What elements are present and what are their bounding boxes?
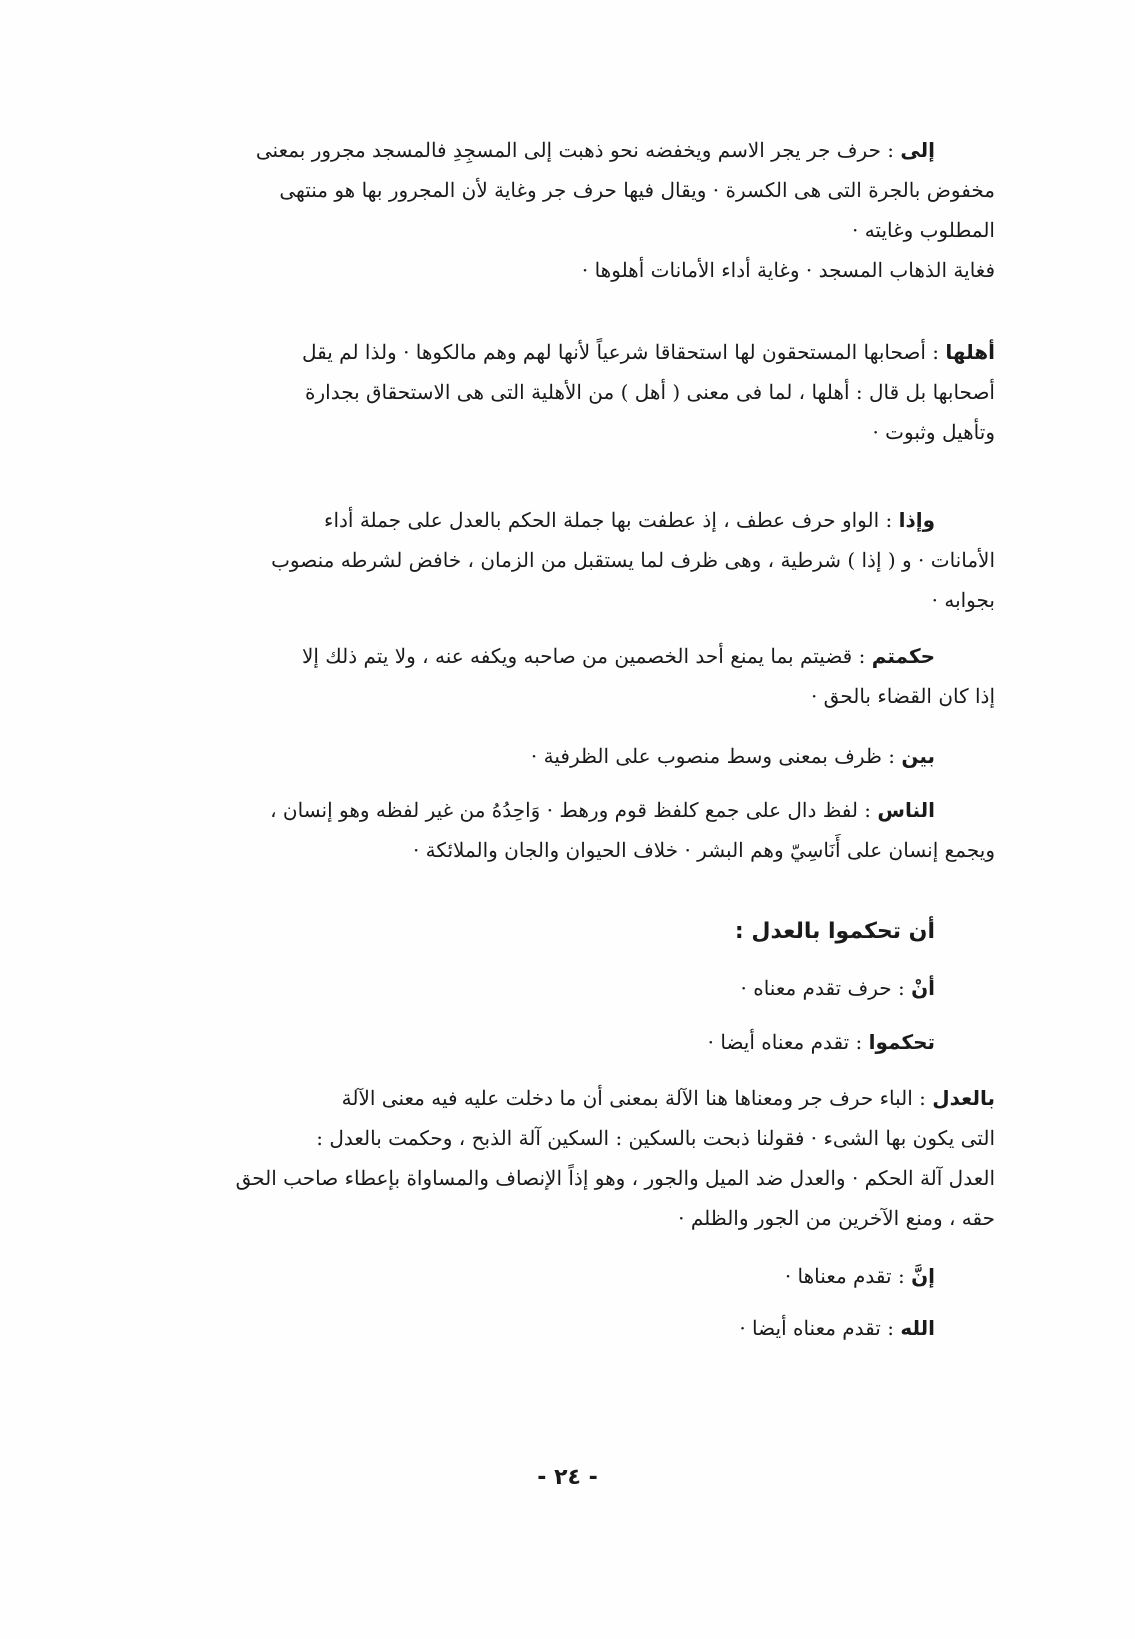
term-separator: : bbox=[925, 340, 946, 364]
entry-text: الباء حرف جر ومعناها هنا الآلة بمعنى أن ما دخلت عليه فيه معنى الآلة bbox=[341, 1086, 913, 1110]
entry-text: ظرف بمعنى وسط منصوب على الظرفية · bbox=[530, 744, 882, 768]
term-separator: : bbox=[857, 798, 878, 822]
entry-line bbox=[135, 500, 995, 540]
entry-line bbox=[135, 736, 995, 776]
entry-term: تحكموا bbox=[868, 1030, 935, 1054]
entry-bayna bbox=[135, 736, 995, 776]
entry-bil-adl bbox=[135, 1078, 995, 1238]
term-separator: : bbox=[891, 976, 912, 1000]
term-separator: : bbox=[891, 1264, 912, 1288]
entry-text: أصحابها بل قال : أهلها ، لما فى معنى ( أهل ) من الأهلية التى هى الاستحقاق بجدارة bbox=[305, 380, 995, 404]
entry-text: حرف تقدم معناه · bbox=[740, 976, 892, 1000]
entry-line bbox=[135, 968, 995, 1008]
entry-line bbox=[135, 1308, 995, 1348]
entry-line bbox=[135, 790, 995, 830]
entry-inna bbox=[135, 1256, 995, 1296]
entry-allah bbox=[135, 1308, 995, 1348]
entry-text: المطلوب وغايته · bbox=[851, 218, 995, 242]
entry-term: الناس bbox=[877, 798, 935, 822]
entry-an bbox=[135, 968, 995, 1008]
term-separator: : bbox=[849, 1030, 869, 1054]
entry-wa-idha bbox=[135, 500, 995, 620]
term-separator: : bbox=[880, 1316, 901, 1340]
entry-text: تقدم معناه أيضا · bbox=[739, 1316, 881, 1340]
entry-term: أنْ bbox=[911, 976, 935, 1000]
entry-term: حكمتم bbox=[871, 644, 935, 668]
entry-text: مخفوض بالجرة التى هى الكسرة · ويقال فيها حرف جر وغاية لأن المجرور بها هو منتهى bbox=[279, 178, 995, 202]
entry-text: بجوابه · bbox=[931, 588, 995, 612]
entry-line bbox=[135, 1256, 995, 1296]
entry-term: إلى bbox=[900, 138, 935, 162]
entry-text: حقه ، ومنع الآخرين من الجور والظلم · bbox=[678, 1206, 995, 1230]
entry-line bbox=[135, 1078, 995, 1118]
entry-annas bbox=[135, 790, 995, 870]
entry-term: وإذا bbox=[898, 508, 935, 532]
entry-line bbox=[135, 130, 995, 170]
entry-text: قضيتم بما يمنع أحد الخصمين من صاحبه ويكفه عنه ، ولا يتم ذلك إلا bbox=[301, 644, 853, 668]
entry-text: وتأهيل وثبوت · bbox=[872, 420, 995, 444]
entry-text: إذا كان القضاء بالحق · bbox=[810, 684, 995, 708]
entry-ila bbox=[135, 130, 995, 290]
entry-text: التى يكون بها الشىء · فقولنا ذبحت بالسكين : السكين آلة الذبح ، وحكمت بالعدل : bbox=[316, 1126, 995, 1150]
heading-text: أن تحكموا بالعدل : bbox=[734, 919, 935, 944]
entry-text: العدل آلة الحكم · والعدل ضد الميل والجور ، وهو إذاً الإنصاف والمساواة بإعطاء صاحب الحق bbox=[235, 1166, 995, 1190]
entry-text: الواو حرف عطف ، إذ عطفت بها جملة الحكم بالعدل على جملة أداء bbox=[324, 508, 880, 532]
page-number: - ٢٤ - bbox=[537, 1465, 598, 1490]
entry-text: تقدم معناه أيضا · bbox=[707, 1030, 850, 1054]
entry-text: الأمانات · و ( إذا ) شرطية ، وهى ظرف لما يستقبل من الزمان ، خافض لشرطه منصوب bbox=[271, 548, 995, 572]
entry-term: بين bbox=[901, 744, 935, 768]
entry-term: بالعدل bbox=[932, 1086, 995, 1110]
entry-text: ويجمع إنسان على أَنَاسِيّ وهم البشر · خلاف الحيوان والجان والملائكة · bbox=[412, 838, 995, 862]
entry-term: إنَّ bbox=[911, 1264, 935, 1288]
entry-text: فغاية الذهاب المسجد · وغاية أداء الأمانات أهلوها · bbox=[581, 258, 995, 282]
term-separator: : bbox=[881, 744, 902, 768]
entry-term: الله bbox=[900, 1316, 935, 1340]
entry-line bbox=[135, 332, 995, 372]
term-separator: : bbox=[880, 138, 901, 162]
entry-text: تقدم معناها · bbox=[784, 1264, 892, 1288]
term-separator: : bbox=[912, 1086, 933, 1110]
entry-ahliha bbox=[135, 332, 995, 452]
entry-text: أصحابها المستحقون لها استحقاقا شرعياً لأنها لهم وهم مالكوها · ولذا لم يقل bbox=[301, 340, 926, 364]
entry-text: حرف جر يجر الاسم ويخفضه نحو ذهبت إلى المسجِدِ فالمسجد مجرور بمعنى bbox=[255, 138, 881, 162]
entry-hakamtum bbox=[135, 636, 995, 716]
term-separator: : bbox=[879, 508, 899, 532]
entry-line bbox=[135, 1022, 995, 1062]
entry-term: أهلها bbox=[945, 340, 995, 364]
term-separator: : bbox=[852, 644, 872, 668]
entry-tahkumu bbox=[135, 1022, 995, 1062]
entry-text: لفظ دال على جمع كلفظ قوم ورهط · وَاحِدُهُ من غير لفظه وهو إنسان ، bbox=[270, 798, 858, 822]
entry-line bbox=[135, 636, 995, 676]
section-heading bbox=[135, 912, 995, 952]
